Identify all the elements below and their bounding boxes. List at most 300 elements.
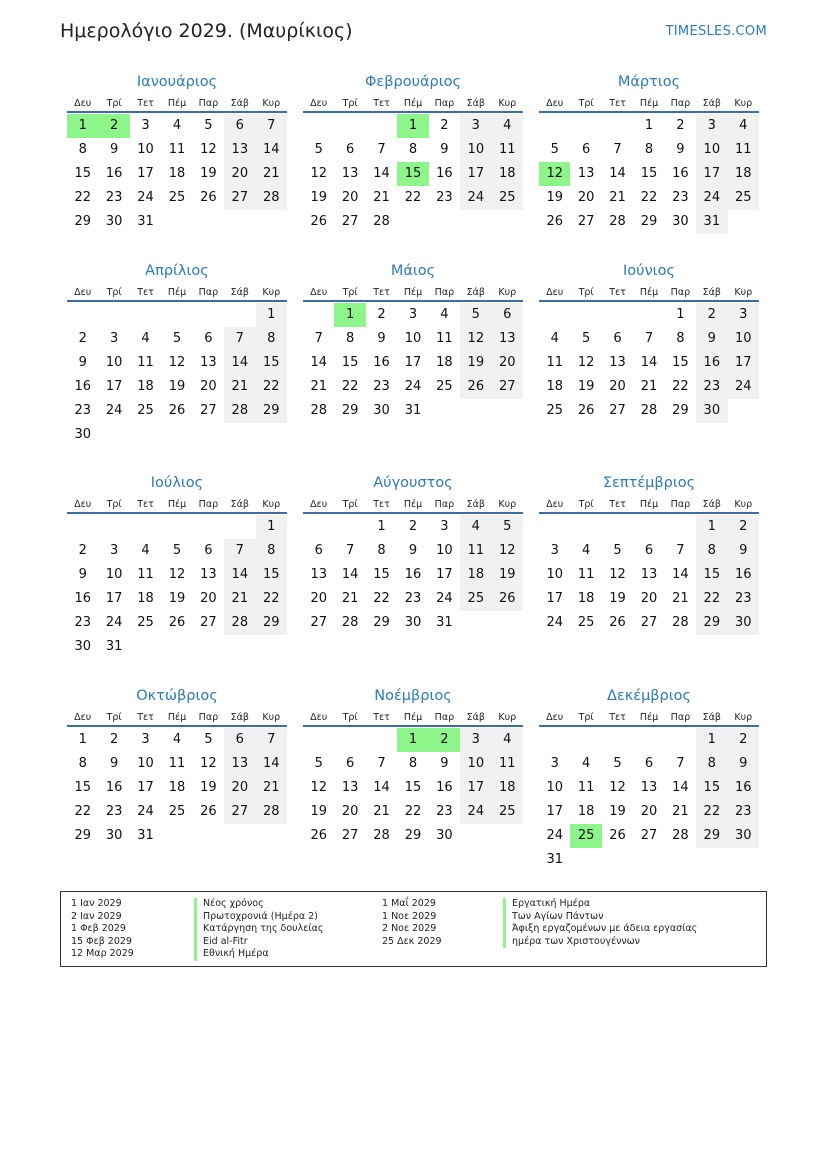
day-cell: 29	[256, 611, 287, 635]
day-cell: 2	[728, 728, 759, 752]
day-cell: 2	[440, 118, 449, 133]
weekday-label: Τρί	[342, 712, 358, 723]
legend-names-right	[503, 898, 697, 948]
weekday-label: Δευ	[310, 287, 328, 298]
weekday-label: Τετ	[373, 98, 390, 109]
day-cell: 30	[105, 214, 123, 229]
day-cell: 16	[105, 166, 123, 181]
weekday-label: Δευ	[74, 499, 92, 510]
month-name: Ιούνιος	[623, 263, 675, 279]
empty-cell	[130, 303, 161, 327]
day-cell: 13	[609, 355, 626, 370]
weekday-label: Κυρ	[498, 287, 517, 298]
empty-cell	[303, 728, 334, 752]
day-cell: 20	[640, 591, 658, 606]
day-cell: 21	[256, 776, 287, 800]
weekday-label: Κυρ	[734, 98, 753, 109]
day-cell: 3	[141, 732, 150, 747]
weekday-label: Κυρ	[262, 712, 281, 723]
day-cell: 19	[546, 190, 563, 205]
day-cell: 2	[78, 543, 87, 558]
day-cell: 28	[609, 214, 626, 229]
day-grid	[67, 728, 287, 848]
day-cell: 10	[696, 138, 727, 162]
day-cell: 17	[546, 591, 563, 606]
day-cell: 25	[492, 186, 523, 210]
page-title: Ημερολόγιο 2029. (Μαυρίκιος)	[60, 20, 353, 42]
weekday-label: Πέμ	[167, 98, 187, 109]
day-cell: 23	[728, 800, 759, 824]
day-cell: 11	[137, 567, 154, 582]
day-cell: 7	[224, 539, 255, 563]
day-cell: 9	[696, 327, 727, 351]
day-cell: 18	[546, 379, 563, 394]
day-cell: 30	[404, 615, 422, 630]
day-cell: 24	[137, 804, 154, 819]
day-cell: 13	[200, 355, 217, 370]
day-cell: 12	[310, 780, 327, 795]
day-cell: 16	[728, 563, 759, 587]
day-cell: 13	[341, 780, 359, 795]
weekday-label: Κυρ	[734, 499, 753, 510]
day-cell: 12	[200, 142, 217, 157]
day-cell: 24	[105, 615, 123, 630]
day-cell: 9	[109, 142, 119, 157]
empty-cell	[193, 515, 224, 539]
day-cell: 9	[440, 756, 449, 771]
day-cell: 11	[436, 331, 453, 346]
day-cell: 15	[256, 351, 287, 375]
brand-link[interactable]: TIMESLES.COM	[665, 24, 767, 39]
day-cell: 12	[539, 162, 570, 186]
day-cell: 21	[373, 190, 390, 205]
weekday-label: Κυρ	[498, 98, 517, 109]
weekday-header	[67, 285, 287, 302]
day-cell: 27	[341, 214, 359, 229]
day-cell: 26	[492, 587, 523, 611]
weekday-label: Σάβ	[702, 712, 721, 723]
day-cell: 9	[408, 543, 418, 558]
day-cell: 26	[200, 804, 217, 819]
day-cell: 15	[341, 355, 359, 370]
day-cell: 16	[74, 591, 91, 606]
day-cell: 25	[546, 403, 563, 418]
weekday-label: Πέμ	[167, 287, 187, 298]
weekday-header	[539, 96, 759, 113]
day-cell: 11	[460, 539, 491, 563]
day-cell: 31	[137, 214, 154, 229]
weekday-label: Τρί	[578, 98, 594, 109]
empty-cell	[130, 515, 161, 539]
day-cell: 18	[168, 166, 186, 181]
day-cell: 3	[460, 728, 491, 752]
day-cell: 1	[676, 307, 685, 322]
day-cell: 20	[609, 379, 626, 394]
day-cell: 19	[609, 591, 626, 606]
day-cell: 22	[404, 190, 422, 205]
month-block	[303, 473, 523, 635]
day-cell: 20	[577, 190, 595, 205]
legend-date: 25 Δεκ 2029	[382, 935, 442, 947]
day-cell: 23	[105, 190, 123, 205]
weekday-label: Πέμ	[639, 499, 659, 510]
day-cell: 30	[373, 403, 390, 418]
weekday-label: Σάβ	[702, 499, 721, 510]
day-cell: 26	[577, 403, 595, 418]
weekday-label: Σάβ	[230, 98, 249, 109]
legend-holiday-name: Εθνική Ημέρα	[194, 948, 323, 961]
day-cell: 11	[577, 780, 595, 795]
day-cell: 16	[105, 780, 123, 795]
day-cell: 15	[672, 355, 689, 370]
weekday-header	[539, 285, 759, 302]
day-cell: 27	[341, 828, 359, 843]
weekday-label: Παρ	[434, 499, 455, 510]
weekday-label: Παρ	[670, 499, 691, 510]
day-cell: 24	[460, 800, 491, 824]
empty-cell	[602, 303, 633, 327]
weekday-label: Παρ	[434, 98, 455, 109]
empty-cell	[539, 303, 570, 327]
legend-date: 1 Νοε 2029	[382, 910, 437, 922]
day-cell: 28	[373, 828, 390, 843]
weekday-label: Παρ	[198, 98, 219, 109]
day-cell: 23	[728, 587, 759, 611]
weekday-label: Τρί	[578, 287, 594, 298]
day-cell: 30	[74, 427, 91, 442]
legend-holiday-name: Πρωτοχρονιά (Ημέρα 2)	[194, 911, 323, 924]
day-cell: 11	[492, 752, 523, 776]
day-cell: 7	[377, 142, 386, 157]
empty-cell	[570, 303, 601, 327]
weekday-label: Τετ	[609, 712, 626, 723]
day-cell: 28	[640, 403, 658, 418]
weekday-label: Δευ	[74, 712, 92, 723]
empty-cell	[633, 303, 664, 327]
empty-cell	[161, 515, 192, 539]
day-cell: 19	[492, 563, 523, 587]
day-cell: 24	[436, 591, 453, 606]
day-cell: 8	[696, 539, 727, 563]
weekday-label: Παρ	[434, 287, 455, 298]
day-grid	[67, 515, 287, 659]
weekday-label: Δευ	[546, 499, 564, 510]
month-name: Αύγουστος	[373, 475, 453, 491]
month-name: Ιούλιος	[150, 475, 204, 491]
day-cell: 14	[672, 567, 689, 582]
day-cell: 17	[696, 162, 727, 186]
weekday-label: Παρ	[670, 712, 691, 723]
weekday-label: Τετ	[137, 287, 154, 298]
day-grid	[539, 728, 759, 872]
day-cell: 27	[200, 403, 217, 418]
day-cell: 14	[256, 138, 287, 162]
empty-cell	[303, 515, 334, 539]
weekday-label: Σάβ	[230, 499, 249, 510]
day-cell: 4	[581, 756, 591, 771]
day-cell: 13	[492, 327, 523, 351]
day-cell: 10	[728, 327, 759, 351]
month-name: Μάρτιος	[617, 74, 681, 90]
day-cell: 6	[644, 543, 654, 558]
empty-cell	[539, 728, 570, 752]
day-cell: 10	[546, 567, 563, 582]
day-cell: 1	[696, 515, 727, 539]
day-cell: 15	[256, 563, 287, 587]
weekday-label: Παρ	[198, 287, 219, 298]
day-cell: 24	[546, 615, 563, 630]
month-name: Φεβρουάριος	[364, 74, 462, 90]
empty-cell	[633, 515, 664, 539]
day-cell: 8	[696, 752, 727, 776]
weekday-label: Δευ	[74, 98, 92, 109]
empty-cell	[539, 515, 570, 539]
empty-cell	[224, 303, 255, 327]
day-cell: 9	[728, 539, 759, 563]
day-cell: 18	[137, 379, 154, 394]
day-cell: 5	[314, 756, 323, 771]
day-cell: 10	[460, 138, 491, 162]
day-cell: 27	[492, 375, 523, 399]
day-cell: 7	[613, 142, 622, 157]
day-cell: 20	[224, 776, 255, 800]
day-cell: 13	[577, 166, 595, 181]
weekday-header	[303, 497, 523, 514]
day-cell: 30	[728, 611, 759, 635]
day-cell: 16	[672, 166, 689, 181]
day-cell: 31	[696, 210, 727, 234]
day-cell: 13	[341, 166, 359, 181]
weekday-header	[303, 96, 523, 113]
day-cell: 3	[550, 543, 559, 558]
weekday-header	[303, 285, 523, 302]
day-cell: 4	[550, 331, 559, 346]
day-cell: 25	[168, 804, 186, 819]
day-cell: 15	[74, 780, 91, 795]
day-cell: 13	[310, 567, 327, 582]
day-cell: 11	[492, 138, 523, 162]
day-cell: 30	[672, 214, 689, 229]
weekday-label: Τρί	[342, 499, 358, 510]
day-cell: 16	[74, 379, 91, 394]
day-cell: 4	[728, 114, 759, 138]
day-cell: 1	[696, 728, 727, 752]
day-cell: 7	[314, 331, 323, 346]
day-cell: 23	[696, 375, 727, 399]
day-cell: 3	[408, 307, 418, 322]
day-cell: 28	[672, 828, 689, 843]
weekday-label: Σάβ	[466, 287, 485, 298]
day-cell: 17	[404, 355, 422, 370]
day-cell: 27	[224, 186, 255, 210]
day-cell: 7	[676, 543, 685, 558]
legend-date: 1 Μαΐ 2029	[382, 898, 436, 909]
day-cell: 1	[256, 515, 287, 539]
day-cell: 29	[672, 403, 689, 418]
day-cell: 9	[728, 752, 759, 776]
day-cell: 8	[78, 142, 87, 157]
day-grid	[303, 728, 523, 848]
weekday-label: Τρί	[342, 287, 358, 298]
day-cell: 11	[546, 355, 563, 370]
day-cell: 14	[341, 567, 359, 582]
day-cell: 5	[613, 543, 622, 558]
day-cell: 28	[373, 214, 390, 229]
day-cell: 4	[172, 732, 182, 747]
weekday-label: Τρί	[578, 712, 594, 723]
day-cell: 7	[224, 327, 255, 351]
day-cell: 17	[105, 379, 123, 394]
legend-holiday-name: ημέρα των Χριστουγέννων	[503, 936, 697, 949]
day-cell: 14	[256, 752, 287, 776]
day-cell: 9	[377, 331, 386, 346]
day-cell: 26	[460, 375, 491, 399]
day-cell: 27	[224, 800, 255, 824]
day-cell: 14	[609, 166, 626, 181]
legend-holiday-name: Άφιξη εργαζομένων με άδεια εργασίας	[503, 923, 697, 936]
day-cell: 10	[105, 567, 123, 582]
day-cell: 9	[676, 142, 685, 157]
legend-date: 2 Νοε 2029	[382, 923, 437, 935]
weekday-label: Πέμ	[403, 712, 423, 723]
day-cell: 18	[436, 355, 453, 370]
legend-names-left	[194, 898, 323, 961]
day-cell: 9	[109, 756, 119, 771]
day-cell: 21	[224, 375, 255, 399]
day-cell: 12	[200, 756, 217, 771]
day-cell: 28	[256, 800, 287, 824]
day-cell: 3	[109, 543, 119, 558]
weekday-label: Δευ	[74, 287, 92, 298]
day-cell: 14	[224, 563, 255, 587]
day-cell: 20	[341, 190, 359, 205]
day-cell: 11	[137, 355, 154, 370]
month-block	[539, 686, 759, 872]
day-cell: 5	[460, 303, 491, 327]
day-cell: 3	[728, 303, 759, 327]
day-cell: 12	[460, 327, 491, 351]
weekday-label: Τρί	[106, 499, 122, 510]
day-cell: 20	[492, 351, 523, 375]
empty-cell	[67, 303, 98, 327]
month-block	[67, 261, 287, 447]
weekday-label: Σάβ	[230, 287, 249, 298]
day-grid	[303, 515, 523, 635]
day-cell: 10	[460, 752, 491, 776]
legend-holiday-name: Νέος χρόνος	[194, 898, 323, 911]
day-cell: 6	[613, 331, 622, 346]
day-cell: 26	[546, 214, 563, 229]
day-cell: 30	[105, 828, 123, 843]
day-cell: 15	[640, 166, 658, 181]
day-cell: 2	[676, 118, 685, 133]
weekday-label: Σάβ	[466, 499, 485, 510]
day-cell: 18	[168, 780, 186, 795]
day-cell: 4	[141, 331, 150, 346]
day-cell: 3	[460, 114, 491, 138]
weekday-label: Παρ	[670, 287, 691, 298]
day-cell: 6	[204, 331, 213, 346]
weekday-label: Τετ	[609, 287, 626, 298]
day-cell: 30	[436, 828, 453, 843]
day-cell: 19	[168, 591, 186, 606]
day-cell: 12	[310, 166, 327, 181]
day-cell: 31	[546, 852, 563, 867]
day-cell: 13	[200, 567, 217, 582]
month-block	[303, 261, 523, 423]
legend-holiday-name: Eid al-Fitr	[194, 936, 323, 949]
day-cell: 1	[397, 114, 428, 138]
day-cell: 28	[224, 611, 255, 635]
day-cell: 18	[492, 162, 523, 186]
day-cell: 21	[224, 587, 255, 611]
day-cell: 24	[460, 186, 491, 210]
day-cell: 27	[640, 615, 658, 630]
day-cell: 23	[404, 591, 422, 606]
day-cell: 19	[310, 804, 327, 819]
day-cell: 26	[310, 214, 327, 229]
legend-date: 15 Φεβ 2029	[71, 935, 132, 947]
day-cell: 24	[105, 403, 123, 418]
day-cell: 30	[696, 399, 727, 423]
day-cell: 5	[172, 331, 182, 346]
day-cell: 19	[460, 351, 491, 375]
day-cell: 21	[609, 190, 626, 205]
month-block	[303, 72, 523, 234]
day-cell: 10	[546, 780, 563, 795]
day-cell: 2	[377, 307, 386, 322]
empty-cell	[334, 114, 365, 138]
day-cell: 18	[577, 804, 595, 819]
empty-cell	[303, 303, 334, 327]
day-cell: 5	[172, 543, 182, 558]
day-cell: 29	[640, 214, 658, 229]
legend-holiday-name: Εργατική Ημέρα	[503, 898, 697, 911]
legend-dates-right	[382, 898, 442, 948]
day-cell: 24	[696, 186, 727, 210]
day-cell: 5	[550, 142, 559, 157]
day-cell: 1	[377, 519, 386, 534]
day-cell: 2	[98, 114, 129, 138]
day-cell: 22	[256, 587, 287, 611]
day-cell: 6	[224, 728, 255, 752]
day-cell: 7	[256, 114, 287, 138]
day-cell: 24	[546, 828, 563, 843]
weekday-label: Τετ	[609, 98, 626, 109]
day-cell: 25	[137, 615, 154, 630]
day-cell: 9	[78, 567, 87, 582]
day-cell: 6	[204, 543, 213, 558]
day-grid	[539, 515, 759, 635]
day-cell: 23	[74, 403, 91, 418]
weekday-label: Δευ	[310, 98, 328, 109]
day-cell: 27	[310, 615, 327, 630]
day-cell: 17	[460, 162, 491, 186]
day-cell: 25	[436, 379, 453, 394]
day-cell: 18	[728, 162, 759, 186]
day-cell: 13	[640, 567, 658, 582]
day-cell: 10	[137, 756, 154, 771]
empty-cell	[98, 303, 129, 327]
empty-cell	[570, 114, 601, 138]
day-cell: 9	[440, 142, 449, 157]
day-cell: 20	[640, 804, 658, 819]
day-cell: 5	[314, 142, 323, 157]
day-cell: 13	[640, 780, 658, 795]
month-block	[303, 686, 523, 848]
day-cell: 25	[728, 186, 759, 210]
legend-date: 2 Ιαν 2029	[71, 910, 122, 922]
